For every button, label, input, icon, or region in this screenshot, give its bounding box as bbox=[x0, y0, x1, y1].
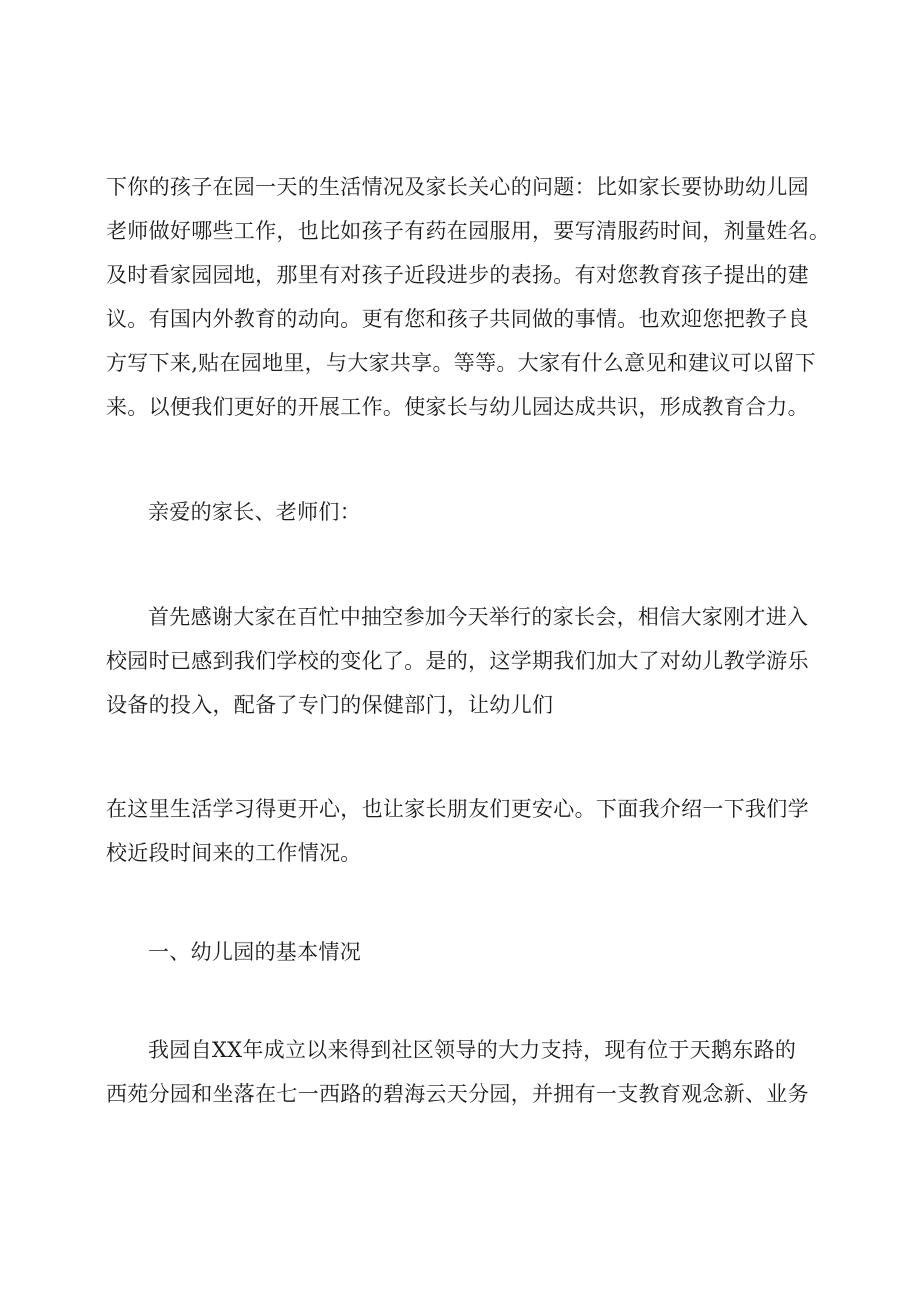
text-line: 老师做好哪些工作，也比如孩子有药在园服用，要写清服药时间，剂量姓名。 bbox=[106, 219, 831, 243]
text-line: 设备的投入，配备了专门的保健部门，让幼儿们 bbox=[106, 693, 554, 717]
text-line: 方写下来,贴在园地里，与大家共享。等等。大家有什么意见和建议可以留下 bbox=[106, 351, 816, 375]
text-line: 校园时已感到我们学校的变化了。是的，这学期我们加大了对幼儿教学游乐 bbox=[106, 649, 809, 673]
greeting: 亲爱的家长、老师们： bbox=[148, 500, 361, 524]
text-line: 下你的孩子在园一天的生活情况及家长关心的问题：比如家长要协助幼儿园 bbox=[106, 175, 809, 199]
text-line: 议。有国内外教育的动向。更有您和孩子共同做的事情。也欢迎您把教子良 bbox=[106, 307, 809, 331]
text-line: 及时看家园园地，那里有对孩子近段进步的表扬。有对您教育孩子提出的建 bbox=[106, 263, 809, 287]
text-line: 首先感谢大家在百忙中抽空参加今天举行的家长会，相信大家刚才进入 bbox=[148, 605, 809, 629]
text-line: 西苑分园和坐落在七一西路的碧海云天分园，并拥有一支教育观念新、业务 bbox=[106, 1082, 809, 1106]
text-line: 我园自XX年成立以来得到社区领导的大力支持，现有位于天鹅东路的 bbox=[148, 1038, 797, 1062]
text-line: 在这里生活学习得更开心，也让家长朋友们更安心。下面我介绍一下我们学 bbox=[106, 797, 809, 821]
section-heading: 一、幼儿园的基本情况 bbox=[148, 940, 361, 964]
text-line: 校近段时间来的工作情况。 bbox=[106, 841, 362, 865]
text-line: 来。以便我们更好的开展工作。使家长与幼儿园达成共识，形成教育合力。 bbox=[106, 395, 809, 419]
